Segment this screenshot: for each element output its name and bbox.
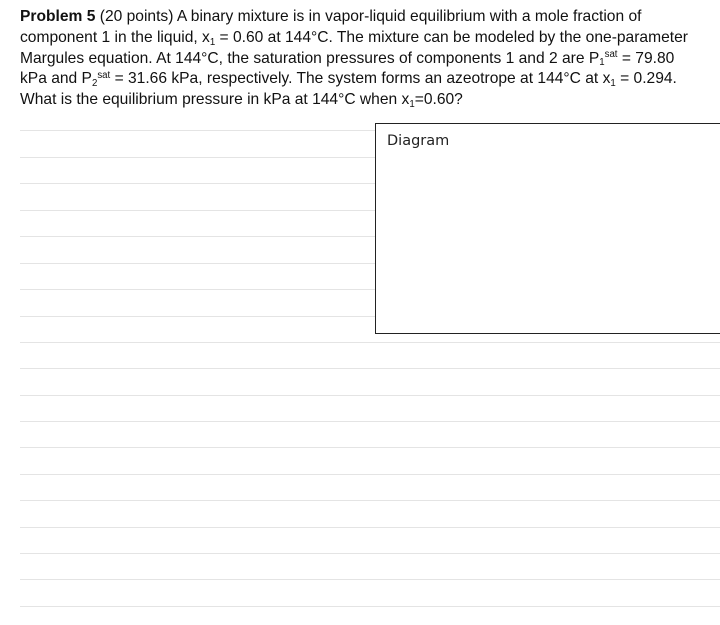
ruled-line (20, 395, 720, 396)
problem-line: What is the equilibrium pressure in kPa at 144°C when $x_1=0.60$? (20, 91, 463, 110)
problem-points: (20 points) (99, 8, 174, 25)
diagram-box[interactable] (375, 123, 720, 334)
ruled-line (20, 421, 720, 422)
ruled-line (20, 553, 720, 554)
diagram-label: Diagram (387, 133, 450, 149)
ruled-line (20, 579, 720, 580)
problem-line: Problem 5 (20 points) A binary mixture is in vapor-liquid equilibrium with a mole fraction of (20, 8, 642, 25)
ruled-line (20, 474, 720, 475)
ruled-line (20, 342, 720, 343)
problem-line: kPa and $P_2^{sat} = 31.66$ kPa, respectively. The system forms an azeotrope at 144°C at $x_1 = 0.294$. (20, 70, 677, 90)
ruled-line (20, 368, 720, 369)
problem-statement (20, 7, 720, 111)
ruled-line (20, 527, 720, 528)
ruled-line (20, 606, 720, 607)
problem-line: Margules equation. At 144°C, the saturation pressures of components 1 and 2 are $P_1^{sat} = 79.80$ (20, 49, 675, 69)
problem-label: Problem 5 (20, 8, 96, 25)
ruled-line (20, 447, 720, 448)
ruled-line (20, 500, 720, 501)
problem-line: component 1 in the liquid, $x_1 = 0.60$ at 144°C. The mixture can be modeled by the one-parameter (20, 28, 688, 48)
